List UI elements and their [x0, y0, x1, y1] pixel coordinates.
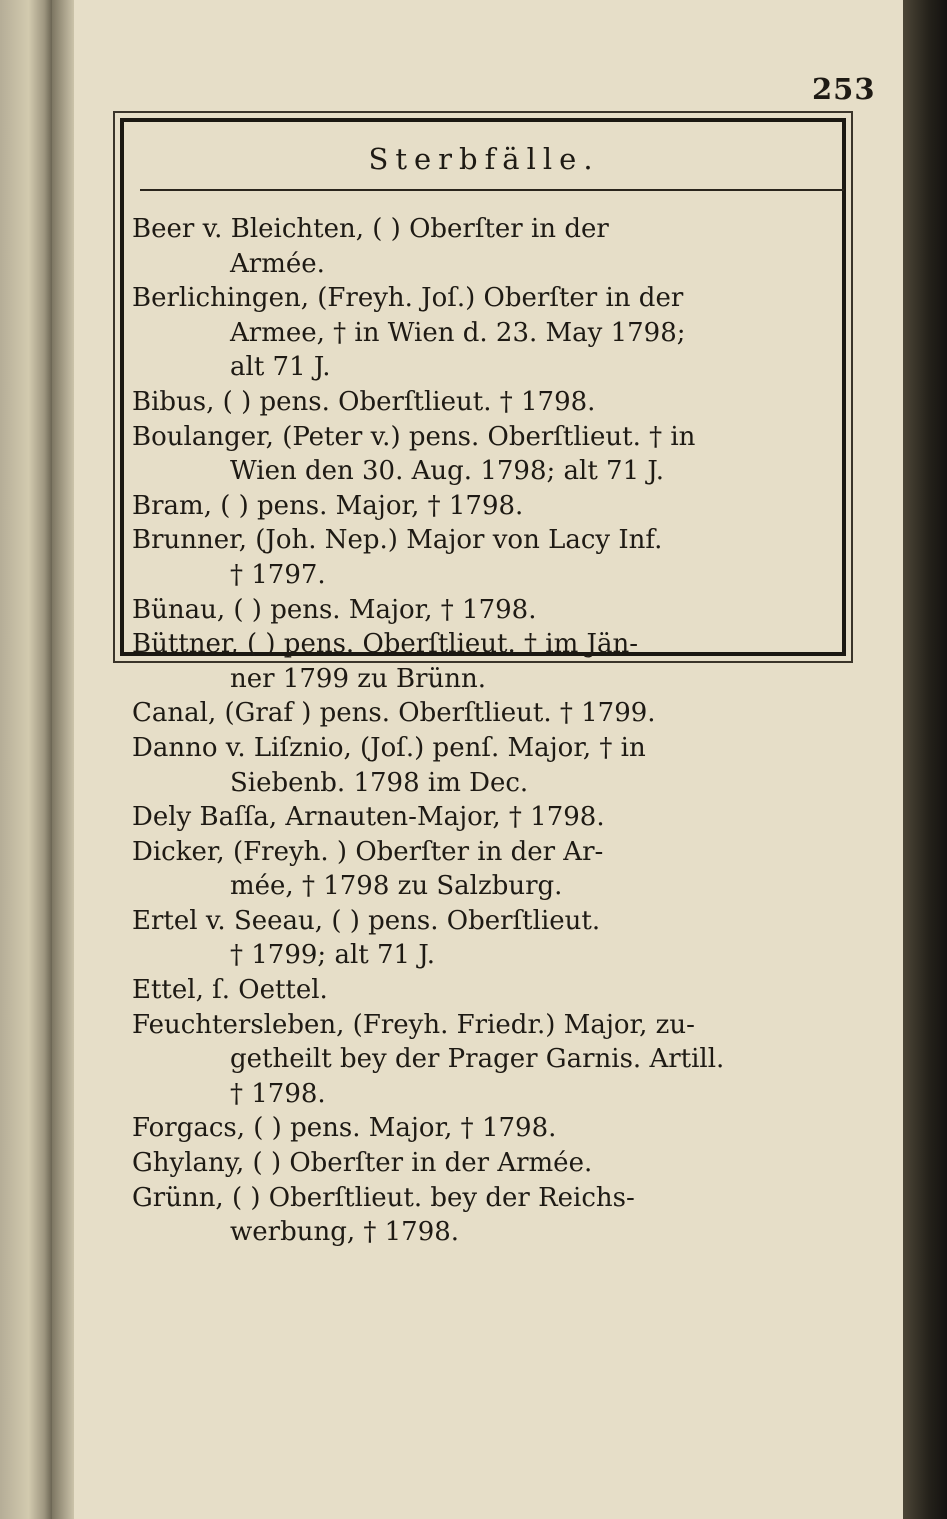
death-entries-list [132, 212, 846, 1250]
entry-first-line: Bibus, ( ) pens. Oberſtlieut. † 1798. [132, 386, 596, 417]
list-item [132, 731, 846, 800]
list-item [132, 593, 846, 628]
list-item [132, 627, 846, 696]
entry-first-line: Boulanger, (Peter v.) pens. Oberſtlieut. † in [132, 421, 696, 452]
book-gutter [52, 0, 74, 1519]
entry-continuation-line: Armee, † in Wien d. 23. May 1798; [230, 317, 686, 348]
entry-continuation-line: Armée. [230, 248, 325, 279]
list-item [132, 212, 846, 281]
entry-first-line: Ghylany, ( ) Oberſter in der Armée. [132, 1148, 593, 1179]
entry-continuation-line: † 1798. [230, 1078, 326, 1109]
entry-first-line: Dicker, (Freyh. ) Oberſter in der Ar- [132, 836, 604, 867]
entry-continuation-line: alt 71 J. [230, 352, 331, 383]
left-page-edge [0, 0, 52, 1519]
entry-first-line: Forgacs, ( ) pens. Major, † 1798. [132, 1113, 557, 1144]
entry-continuation-line: getheilt bey der Prager Garnis. Artill. [230, 1044, 725, 1075]
entry-continuation-line: Siebenb. 1798 im Dec. [230, 767, 529, 798]
entry-continuation-line: Wien den 30. Aug. 1798; alt 71 J. [230, 456, 665, 487]
list-item [132, 420, 846, 489]
list-item [132, 904, 846, 973]
section-title: Sterbfälle. [368, 142, 600, 176]
list-item [132, 281, 846, 385]
page-edge-shadow [903, 0, 947, 1519]
entry-continuation-line: werbung, † 1798. [230, 1217, 460, 1248]
list-item [132, 800, 846, 835]
entry-first-line: Dely Baſſa, Arnauten-Major, † 1798. [132, 802, 605, 833]
list-item [132, 696, 846, 731]
list-item [132, 835, 846, 904]
list-item [132, 973, 846, 1008]
entry-first-line: Bram, ( ) pens. Major, † 1798. [132, 490, 524, 521]
entry-first-line: Brunner, (Joh. Nep.) Major von Lacy Inf. [132, 525, 663, 556]
entry-continuation-line: mée, † 1798 zu Salzburg. [230, 871, 563, 902]
list-item [132, 1111, 846, 1146]
list-item [132, 385, 846, 420]
list-item [132, 523, 846, 592]
list-item [132, 489, 846, 524]
entry-first-line: Berlichingen, (Freyh. Joſ.) Oberſter in der [132, 283, 684, 314]
list-item [132, 1146, 846, 1181]
entry-first-line: Ertel v. Seeau, ( ) pens. Oberſtlieut. [132, 905, 601, 936]
entry-first-line: Ettel, ſ. Oettel. [132, 975, 328, 1006]
list-item [132, 1008, 846, 1112]
entry-first-line: Danno v. Liſznio, (Joſ.) penſ. Major, † in [132, 732, 646, 763]
page-number: 253 [812, 72, 876, 106]
entry-continuation-line: ner 1799 zu Brünn. [230, 663, 487, 694]
entry-continuation-line: † 1799; alt 71 J. [230, 940, 436, 971]
entry-continuation-line: † 1797. [230, 559, 326, 590]
list-item [132, 1181, 846, 1250]
title-rule [140, 189, 844, 191]
entry-first-line: Feuchtersleben, (Freyh. Friedr.) Major, zu- [132, 1009, 695, 1040]
entry-first-line: Beer v. Bleichten, ( ) Oberſter in der [132, 214, 609, 244]
entry-first-line: Grünn, ( ) Oberſtlieut. bey der Reichs- [132, 1182, 635, 1213]
entry-first-line: Büttner, ( ) pens. Oberſtlieut. † im Jän- [132, 629, 638, 660]
entry-first-line: Bünau, ( ) pens. Major, † 1798. [132, 594, 537, 625]
entry-first-line: Canal, (Graf ) pens. Oberſtlieut. † 1799. [132, 698, 656, 729]
